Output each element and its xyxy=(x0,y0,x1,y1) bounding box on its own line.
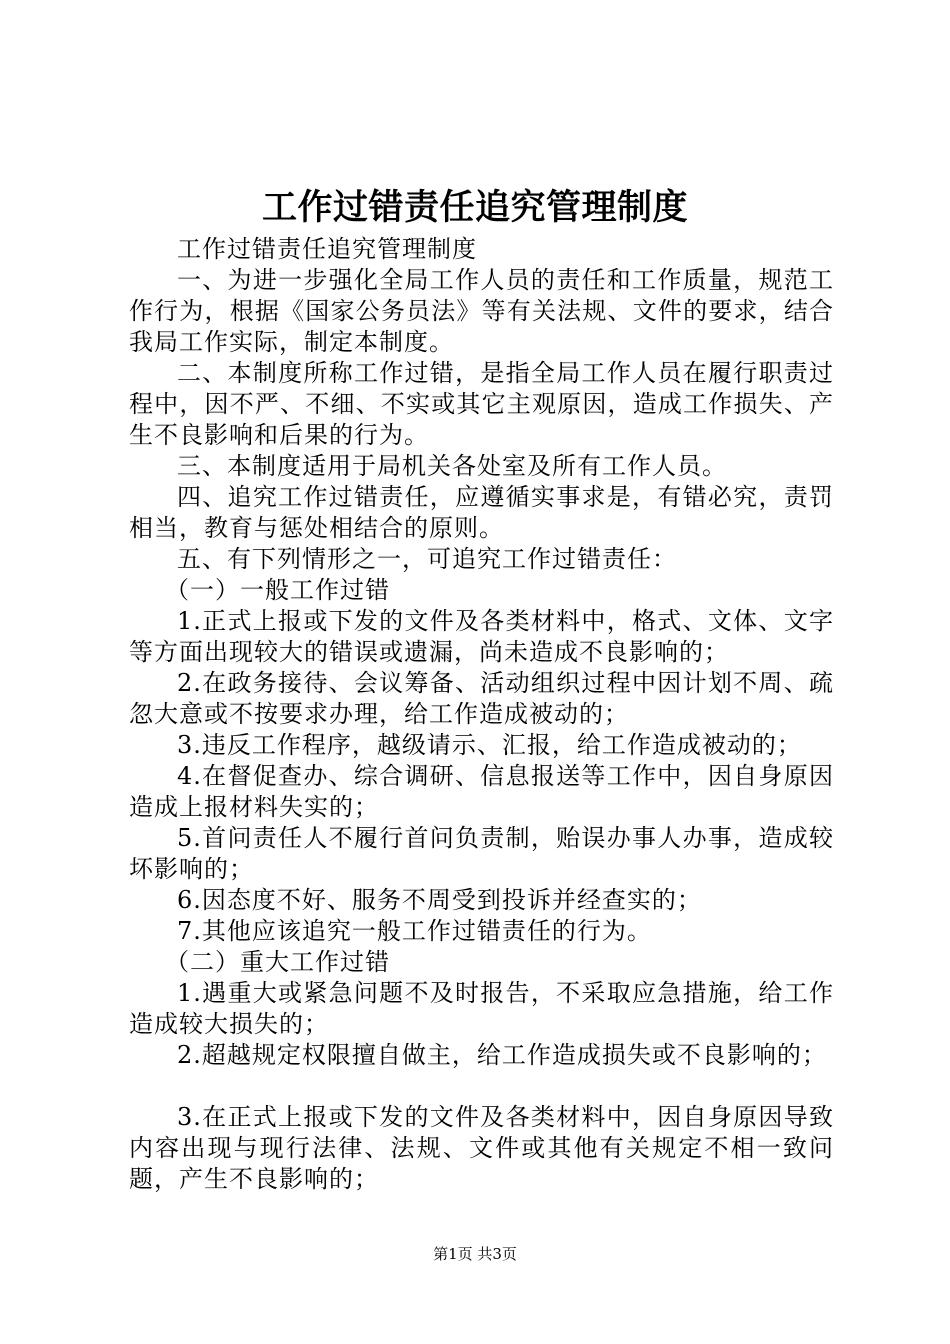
list-item: 7.其他应该追究一般工作过错责任的行为。 xyxy=(177,917,652,945)
page-number: 第1页 共3页 xyxy=(433,1245,517,1263)
paragraph: 一、为进一步强化全局工作人员的责任和工作质量，规范工作行为，根据《国家公务员法》等有关法规、文件的要求，结合我局工作实际，制定本制度。 xyxy=(129,266,834,356)
section-heading: （一）一般工作过错 xyxy=(165,576,390,604)
document-title: 工作过错责任追究管理制度 xyxy=(261,187,688,228)
section-heading: （二）重大工作过错 xyxy=(165,948,390,976)
list-item: 4.在督促查办、综合调研、信息报送等工作中，因自身原因造成上报材料失实的； xyxy=(129,762,834,821)
list-item: 2.在政务接待、会议筹备、活动组织过程中因计划不周、疏忽大意或不按要求办理，给工作造成被动的； xyxy=(129,669,834,728)
document-body xyxy=(129,234,834,1195)
list-item: 6.因态度不好、服务不周受到投诉并经查实的； xyxy=(177,886,702,914)
paragraph: 二、本制度所称工作过错，是指全局工作人员在履行职责过程中，因不严、不细、不实或其它主观原因，造成工作损失、产生不良影响和后果的行为。 xyxy=(129,359,834,449)
paragraph-heading: 工作过错责任追究管理制度 xyxy=(177,235,477,263)
list-item: 3.在正式上报或下发的文件及各类材料中，因自身原因导致内容出现与现行法律、法规、文件或其他有关规定不相一致问题，产生不良影响的； xyxy=(129,1103,834,1193)
list-item: 1.正式上报或下发的文件及各类材料中，格式、文体、文字等方面出现较大的错误或遗漏，尚未造成不良影响的； xyxy=(129,607,834,666)
paragraph: 四、追究工作过错责任，应遵循实事求是，有错必究，责罚相当，教育与惩处相结合的原则。 xyxy=(129,483,834,542)
paragraph: 三、本制度适用于局机关各处室及所有工作人员。 xyxy=(177,452,727,480)
paragraph: 五、有下列情形之一，可追究工作过错责任： xyxy=(177,545,677,573)
list-item: 5.首问责任人不履行首问负责制，贻误办事人办事，造成较坏影响的； xyxy=(129,824,834,883)
list-item: 1.遇重大或紧急问题不及时报告，不采取应急措施，给工作造成较大损失的； xyxy=(129,979,834,1038)
list-item: 3.违反工作程序，越级请示、汇报，给工作造成被动的； xyxy=(177,731,802,759)
list-item: 2.超越规定权限擅自做主，给工作造成损失或不良影响的； xyxy=(177,1041,827,1069)
